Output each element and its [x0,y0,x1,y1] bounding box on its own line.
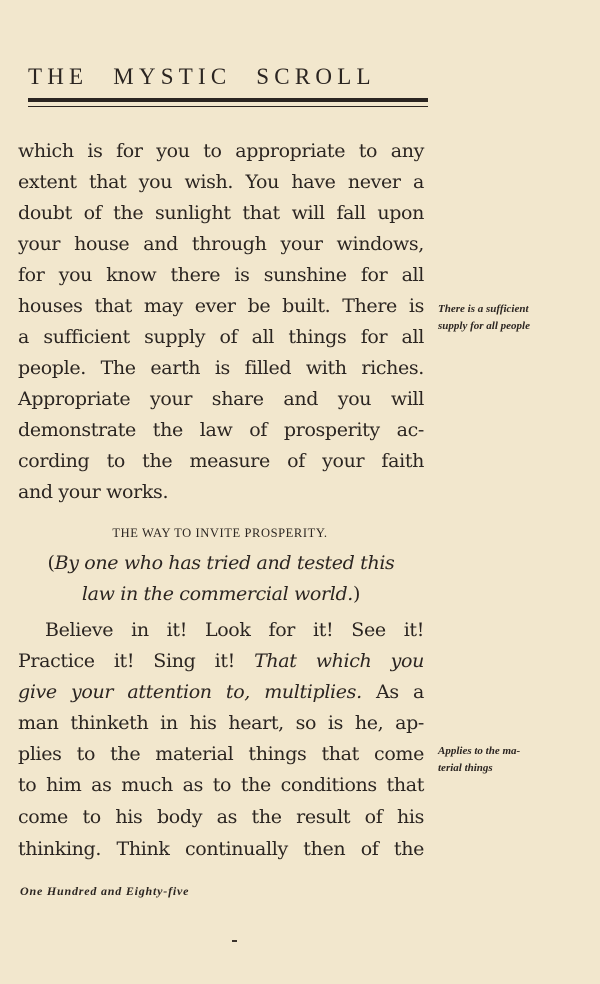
text-line [18,646,424,677]
text-segment: cording to the measure of your faith [18,450,424,472]
text-line [18,260,424,291]
text-segment: to him as much as to the conditions that [18,774,424,796]
text-segment: a sufficient supply of all things for all [18,326,424,348]
text-line [18,291,424,322]
italic-text: give your attention to, multiplies. [18,681,362,703]
text-segment: and your works. [18,481,169,503]
text-line [18,739,424,770]
text-segment: Practice it! Sing it! [18,650,255,672]
ink-speck [232,940,237,942]
text-line [18,353,424,384]
margin-note [438,301,530,335]
text-segment: thinking. Think continually then of the [18,838,424,860]
header-rule-thick [28,98,428,102]
text-line [18,802,424,833]
text-segment: extent that you wish. You have never a [18,171,424,193]
text-line [18,677,424,708]
margin-note-line: Applies to the ma- [438,745,521,757]
header-rule-thin [28,106,428,107]
text-segment: Believe in it! Look for it! See it! [45,619,424,641]
text-line [18,579,424,610]
text-line [18,770,424,801]
text-segment: your house and through your windows, [18,233,424,255]
text-segment: ( [47,552,55,574]
text-segment: As a [361,681,424,703]
text-segment: Appropriate your share and you will [18,388,424,410]
margin-note-line: terial things [438,762,493,774]
text-line [18,477,424,508]
text-line [45,615,424,646]
text-segment: man thinketh in his heart, so is he, ap- [18,712,424,734]
text-line [18,446,424,477]
text-line [18,322,424,353]
text-line [18,136,424,167]
text-line [18,167,424,198]
text-line [18,384,424,415]
italic-text: law in the commercial world. [81,583,353,605]
text-line [18,708,424,739]
text-line [18,229,424,260]
page-folio: One Hundred and Eighty-five [20,884,190,898]
margin-note [438,743,520,777]
text-line [18,198,424,229]
text-line [18,415,424,446]
text-segment: demonstrate the law of prosperity ac- [18,419,424,441]
margin-note-line: supply for all people [438,320,530,332]
text-segment: come to his body as the result of his [18,806,424,828]
margin-note-line: There is a sufficient [438,303,529,315]
text-line [18,834,424,865]
running-head: THE MYSTIC SCROLL [28,64,376,89]
text-segment: doubt of the sunlight that will fall upon [18,202,424,224]
text-line [18,548,424,579]
text-segment: houses that may ever be built. There is [18,295,424,317]
text-segment: plies to the material things that come [18,743,424,765]
italic-text: That which you [254,650,424,672]
text-segment: which is for you to appropriate to any [18,140,424,162]
italic-text: By one who has tried and tested this [54,552,395,574]
text-segment: people. The earth is filled with riches. [18,357,424,379]
section-subheading: THE WAY TO INVITE PROSPERITY. [112,526,328,540]
text-segment: for you know there is sunshine for all [18,264,424,286]
text-segment: ) [353,583,361,605]
